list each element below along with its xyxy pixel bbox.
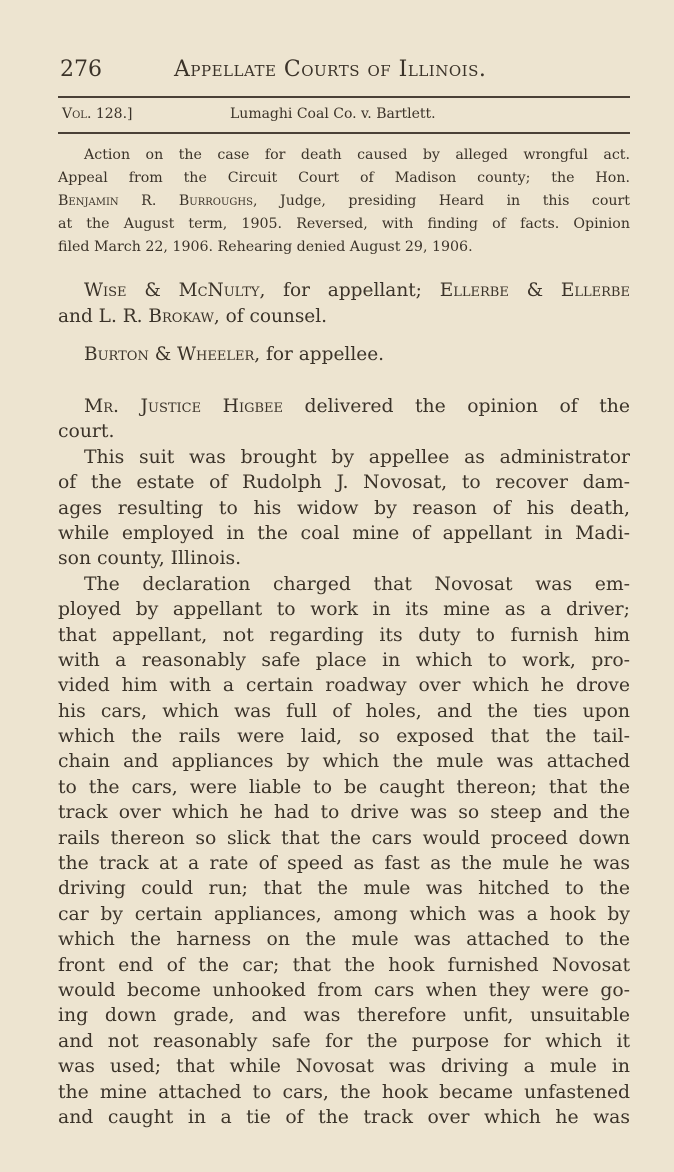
text-line <box>58 1005 630 1030</box>
text-run: This suit was brought by appellee as administrator <box>84 446 630 468</box>
appellee-counsel <box>58 344 630 370</box>
appellant-counsel <box>58 280 630 332</box>
text-line <box>58 1056 630 1081</box>
small-caps-name: Ellerbe & Ellerbe <box>439 280 630 301</box>
text-run: track over which he had to drive was so steep and the <box>58 802 630 824</box>
text-run: , Judge, presiding Heard in this court <box>252 193 630 209</box>
text-run: car by certain appliances, among which was a hook by <box>58 903 630 925</box>
text-run: rails thereon so slick that the cars would proceed down <box>58 827 630 849</box>
text-run: which the rails were laid, so exposed that the tail- <box>58 726 630 748</box>
running-title: Appellate Courts of Illinois. <box>174 57 487 82</box>
volume-label: Vol. 128.] <box>62 106 133 122</box>
text-line <box>58 1107 630 1132</box>
text-run: driving could run; that the mule was hitched to the <box>58 878 630 900</box>
text-line <box>58 675 630 700</box>
text-line <box>58 878 630 903</box>
text-line <box>58 828 630 853</box>
text-line <box>58 421 630 446</box>
text-line <box>58 701 630 726</box>
text-line <box>58 498 630 523</box>
syllabus-paragraph <box>58 147 630 262</box>
text-run: that appellant, not regarding its duty to furnish him <box>58 624 630 646</box>
text-run: ing down grade, and was therefore unfit, unsuitable <box>58 1005 630 1027</box>
text-line <box>58 726 630 751</box>
text-run: Appeal from the Circuit Court of Madison county; the Hon. <box>58 170 630 186</box>
text-run: of the estate of Rudolph J. Novosat, to recover dam- <box>58 472 630 494</box>
text-run: delivered the opinion of the <box>283 396 630 417</box>
text-run: ages resulting to his widow by reason of his death, <box>58 497 630 519</box>
text-run: chain and appliances by which the mule was attached <box>58 751 630 773</box>
header-rule-bottom <box>58 132 630 134</box>
text-run: ployed by appellant to work in its mine as a driver; <box>58 599 630 621</box>
text-run: son county, Illinois. <box>58 548 242 570</box>
text-line <box>58 239 630 262</box>
text-run: front end of the car; that the hook furnished Novosat <box>58 954 630 976</box>
text-run: the track at a rate of speed as fast as the mule he was <box>58 853 630 875</box>
text-run: , of counsel. <box>213 306 328 327</box>
text-line <box>58 650 630 675</box>
small-caps-name: Mr. Justice Higbee <box>84 396 284 417</box>
text-run: to the cars, were liable to be caught thereon; that the <box>58 776 630 798</box>
text-run: The declaration charged that Novosat was em- <box>84 573 630 595</box>
text-line <box>58 1031 630 1056</box>
text-run: , for appellant; <box>259 280 440 301</box>
small-caps-name: Benjamin R. Burroughs <box>58 193 253 209</box>
text-run: and not reasonably safe for the purpose for which it <box>58 1030 630 1052</box>
text-run: Action on the case for death caused by alleged wrongful act. <box>84 147 630 163</box>
text-run: while employed in the coal mine of appellant in Madi- <box>58 522 630 544</box>
text-line <box>58 170 630 193</box>
text-line <box>58 523 630 548</box>
text-run: and caught in a tie of the track over which he was <box>58 1106 630 1128</box>
text-line <box>58 853 630 878</box>
text-run: and L. R. <box>58 306 149 327</box>
text-line <box>58 447 630 472</box>
text-line <box>58 548 630 573</box>
small-caps-name: Burton & Wheeler <box>84 344 255 365</box>
text-line <box>58 904 630 929</box>
small-caps-name: Wise & McNulty <box>84 280 260 301</box>
text-run: at the August term, 1905. Reversed, with finding of facts. Opinion <box>58 216 630 232</box>
text-line <box>58 1082 630 1107</box>
text-run: with a reasonably safe place in which to work, pro- <box>58 649 630 671</box>
text-line <box>58 599 630 624</box>
text-line <box>58 147 630 170</box>
text-line <box>58 396 630 421</box>
text-line <box>58 751 630 776</box>
text-line <box>58 802 630 827</box>
small-caps-name: Brokaw <box>148 306 214 327</box>
text-line <box>58 280 630 306</box>
text-line <box>58 574 630 599</box>
text-line <box>58 344 630 370</box>
case-title: Lumaghi Coal Co. v. Bartlett. <box>230 106 436 122</box>
text-run: the mine attached to cars, the hook became unfastened <box>58 1081 630 1103</box>
text-line <box>58 472 630 497</box>
text-line <box>58 216 630 239</box>
text-run: his cars, which was full of holes, and the ties upon <box>58 700 630 722</box>
text-line <box>58 625 630 650</box>
opinion-text <box>58 396 630 1132</box>
text-run: vided him with a certain roadway over which he drove <box>58 675 630 697</box>
header-rule-top <box>58 96 630 98</box>
text-line <box>58 777 630 802</box>
page-number: 276 <box>60 57 102 82</box>
text-line <box>58 980 630 1005</box>
text-run: , for appellee. <box>254 344 385 365</box>
text-run: filed March 22, 1906. Rehearing denied August 29, 1906. <box>58 239 473 255</box>
text-line <box>58 193 630 216</box>
text-run: was used; that while Novosat was driving a mule in <box>58 1056 630 1078</box>
text-line <box>58 955 630 980</box>
text-line <box>58 306 630 332</box>
text-line <box>58 929 630 954</box>
text-run: court. <box>58 421 115 443</box>
text-run: would become unhooked from cars when they were go- <box>58 979 630 1001</box>
text-run: which the harness on the mule was attached to the <box>58 929 630 951</box>
